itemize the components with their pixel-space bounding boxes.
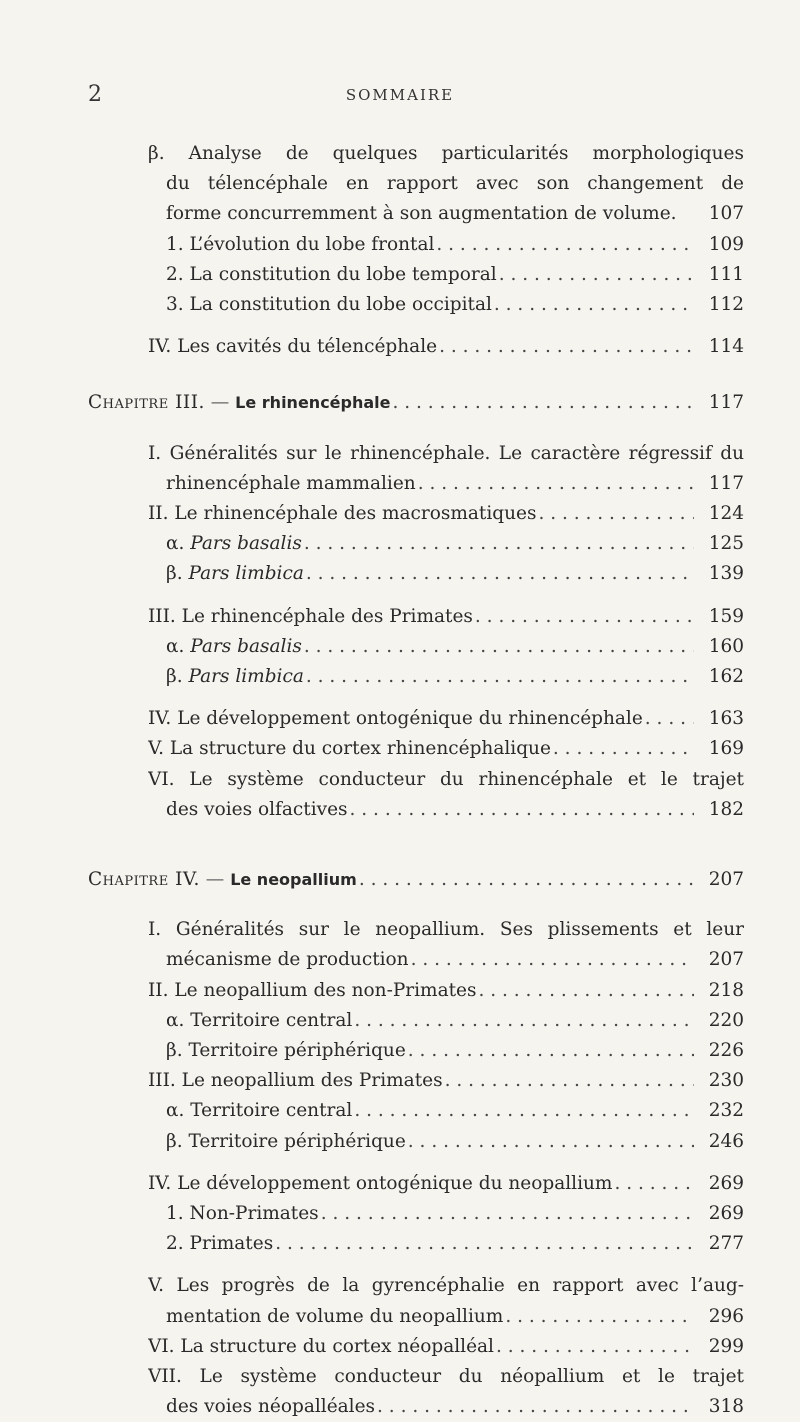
entry-text: α. Territoire central <box>166 1100 353 1122</box>
chapter-heading <box>0 388 800 418</box>
toc-entry <box>0 139 800 169</box>
chapter-label: Chapitre III. <box>88 392 205 414</box>
entry-page-number: 232 <box>708 1100 744 1122</box>
entry-page-number: 124 <box>708 503 744 524</box>
entry-text: α. Pars basalis <box>166 635 302 657</box>
dot-leader <box>408 1036 694 1066</box>
entry-page-number: 107 <box>708 203 744 225</box>
entry-text: β. Pars limbica <box>166 666 304 687</box>
entry-page-number: 159 <box>708 605 744 627</box>
entry-text: α. Territoire central <box>166 1009 353 1031</box>
entry-page-number: 160 <box>708 635 744 657</box>
dot-leader <box>479 976 695 1006</box>
toc-entry <box>0 1332 800 1362</box>
toc-entry <box>0 1169 800 1199</box>
toc-entry <box>0 1362 800 1392</box>
entry-text: V. Les progrès de la gyrencéphalie en rapport avec l’aug- <box>148 1275 744 1297</box>
toc-entry <box>0 169 800 199</box>
entry-text: β. Pars limbica <box>166 563 304 585</box>
dot-leader <box>436 230 694 260</box>
dot-leader <box>354 1006 694 1036</box>
entry-text: 1. Non-Primates <box>166 1203 319 1224</box>
toc-entry <box>0 1096 800 1126</box>
dot-leader <box>354 1096 694 1126</box>
toc-entry <box>0 199 800 229</box>
toc-entry <box>0 734 800 764</box>
entry-text: α. Pars basalis <box>166 533 302 555</box>
toc-entry <box>0 662 800 692</box>
entry-page-number: 226 <box>708 1040 744 1061</box>
dot-leader <box>445 1066 694 1096</box>
entry-page-number: 182 <box>708 798 744 820</box>
entry-page-number: 277 <box>708 1233 744 1255</box>
dot-leader <box>475 602 694 632</box>
entry-text: 1. L’évolution du lobe frontal <box>166 233 435 255</box>
dot-leader <box>553 734 694 764</box>
page-number: 2 <box>88 82 102 107</box>
entry-text: Chapitre IV. — Le neopallium <box>88 869 357 890</box>
page-header <box>0 80 800 110</box>
dot-leader <box>645 704 694 734</box>
entry-page-number: 296 <box>708 1305 744 1327</box>
entry-text: VI. La structure du cortex néopalléal <box>148 1335 494 1357</box>
dot-leader <box>538 499 694 529</box>
entry-text: des voies olfactives <box>166 798 348 820</box>
dot-leader <box>304 529 694 559</box>
toc-entry <box>0 1271 800 1301</box>
entry-text: VII. Le système conducteur du néopallium et le trajet <box>148 1366 744 1387</box>
entry-page-number: 109 <box>708 233 744 255</box>
dot-leader <box>408 1127 694 1157</box>
entry-page-number: 318 <box>708 1396 744 1418</box>
entry-page-number: 230 <box>708 1070 744 1092</box>
dot-leader <box>275 1229 694 1259</box>
toc-entry <box>0 469 800 499</box>
entry-text: β. Territoire périphérique <box>166 1040 406 1061</box>
entry-page-number: 207 <box>708 869 744 890</box>
dot-leader <box>505 1302 694 1332</box>
toc-entry <box>0 499 800 529</box>
dot-leader <box>304 632 694 662</box>
dot-leader <box>494 290 694 320</box>
chapter-title: Le rhinencéphale <box>235 393 391 413</box>
entry-page-number: 207 <box>708 949 744 971</box>
entry-text: 2. Primates <box>166 1233 274 1255</box>
entry-page-number: 220 <box>708 1009 744 1031</box>
entry-text: mentation de volume du neopallium <box>166 1305 504 1327</box>
entry-page-number: 269 <box>708 1203 744 1224</box>
toc-entry <box>0 1392 800 1422</box>
toc-entry <box>0 976 800 1006</box>
entry-text: III. Le rhinencéphale des Primates <box>148 605 473 627</box>
entry-page-number: 218 <box>708 979 744 1001</box>
entry-text: mécanisme de production <box>166 949 409 971</box>
entry-page-number: 299 <box>708 1335 744 1357</box>
entry-text: IV. Le développement ontogénique du neopallium <box>148 1172 613 1194</box>
entry-page-number: 246 <box>708 1130 744 1152</box>
toc-entry <box>0 290 800 320</box>
entry-text: III. Le neopallium des Primates <box>148 1070 443 1092</box>
entry-page-number: 139 <box>708 563 744 585</box>
toc-entry <box>0 559 800 589</box>
toc-entry <box>0 915 800 945</box>
entry-text: 3. La constitution du lobe occipital <box>166 294 492 315</box>
toc-entry <box>0 765 800 795</box>
dot-leader <box>377 1392 694 1422</box>
dot-leader <box>614 1169 694 1199</box>
entry-text: V. La structure du cortex rhinencéphalique <box>148 738 551 760</box>
entry-page-number: 117 <box>708 472 744 494</box>
dot-leader <box>393 388 695 418</box>
dot-leader <box>306 662 694 692</box>
toc-entry <box>0 260 800 290</box>
toc-entry <box>0 1199 800 1229</box>
dot-leader <box>359 865 694 895</box>
entry-text: I. Généralités sur le rhinencéphale. Le caractère régressif du <box>148 442 744 464</box>
entry-page-number: 114 <box>708 336 744 358</box>
dot-leader <box>439 332 694 362</box>
entry-page-number: 112 <box>708 294 744 315</box>
entry-page-number: 269 <box>708 1172 744 1194</box>
toc-entry <box>0 1066 800 1096</box>
entry-text: β. Territoire périphérique <box>166 1130 406 1152</box>
dot-leader <box>411 945 694 975</box>
toc-entry <box>0 795 800 825</box>
entry-text: II. Le rhinencéphale des macrosmatiques <box>148 503 537 524</box>
entry-text: 2. La constitution du lobe temporal <box>166 263 497 285</box>
entry-text: β. Analyse de quelques particularités morphologiques <box>148 143 744 164</box>
toc-entry <box>0 1127 800 1157</box>
toc-entry <box>0 602 800 632</box>
entry-text: VI. Le système conducteur du rhinencéphale et le trajet <box>148 768 744 790</box>
entry-text: du télencéphale en rapport avec son changement de <box>166 173 744 195</box>
toc-entry <box>0 704 800 734</box>
chapter-title: Le neopallium <box>230 870 357 889</box>
toc-entry <box>0 1302 800 1332</box>
chapter-label: Chapitre IV. <box>88 869 200 890</box>
dot-leader <box>306 559 694 589</box>
chapter-heading <box>0 865 800 895</box>
dot-leader <box>350 795 694 825</box>
dot-leader <box>321 1199 694 1229</box>
toc-entry <box>0 529 800 559</box>
entry-text: IV. Les cavités du télencéphale <box>148 336 438 358</box>
entry-text: forme concurremment à son augmentation de volume. <box>166 203 677 225</box>
toc-entry <box>0 1036 800 1066</box>
entry-text: Chapitre III. — Le rhinencéphale <box>88 392 391 414</box>
toc-entry <box>0 439 800 469</box>
toc-entry <box>0 332 800 362</box>
entry-page-number: 111 <box>708 263 744 285</box>
toc-entry <box>0 230 800 260</box>
toc-entry <box>0 1006 800 1036</box>
toc-entry <box>0 945 800 975</box>
entry-page-number: 125 <box>708 533 744 555</box>
entry-page-number: 162 <box>708 666 744 687</box>
dot-leader <box>418 469 694 499</box>
entry-text: des voies néopalléales <box>166 1396 376 1418</box>
entry-text: rhinencéphale mammalien <box>166 472 416 494</box>
entry-page-number: 163 <box>708 708 744 730</box>
entry-text: I. Généralités sur le neopallium. Ses plissements et leur <box>148 919 744 941</box>
entry-page-number: 117 <box>708 392 744 414</box>
entry-page-number: 169 <box>708 738 744 760</box>
dot-leader <box>499 260 694 290</box>
dot-leader <box>496 1332 694 1362</box>
toc-entry <box>0 1229 800 1259</box>
entry-text: IV. Le développement ontogénique du rhinencéphale <box>148 708 643 730</box>
toc-entry <box>0 632 800 662</box>
entry-text: II. Le neopallium des non-Primates <box>148 979 477 1001</box>
running-head: SOMMAIRE <box>345 86 455 104</box>
